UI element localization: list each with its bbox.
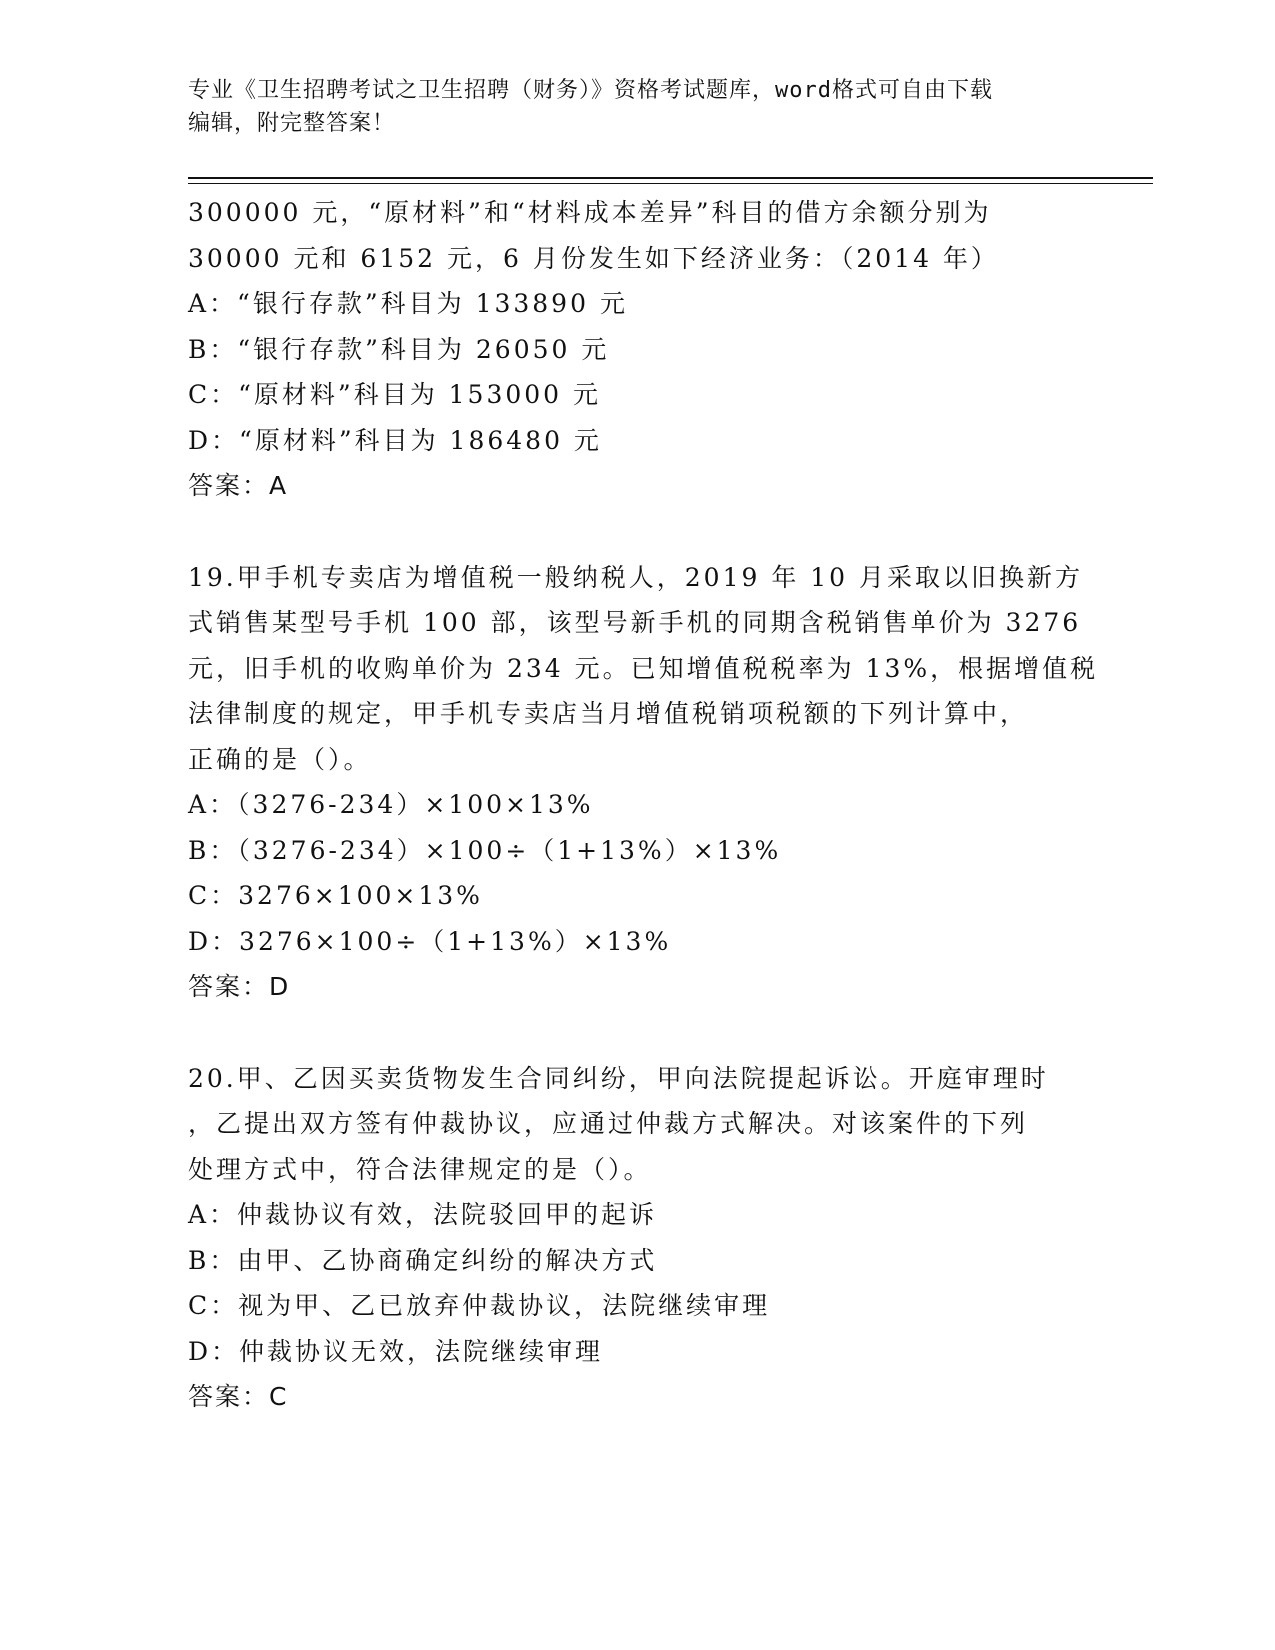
answer-line: 答案：A	[188, 471, 289, 500]
option-b: B：由甲、乙协商确定纠纷的解决方式	[188, 1245, 658, 1275]
option-b: B：（3276-234）×100÷（1+13%）×13%	[188, 835, 782, 865]
question-stem-line: 300000 元，“原材料”和“材料成本差异”科目的借方余额分别为	[188, 198, 992, 227]
question-stem-line: 法律制度的规定，甲手机专卖店当月增值税销项税额的下列计算中，	[188, 699, 1029, 728]
question-stem-line: ，乙提出双方签有仲裁协议，应通过仲裁方式解决。对该案件的下列	[188, 1109, 1029, 1138]
option-c: C：“原材料”科目为 153000 元	[188, 380, 602, 409]
option-b: B：“银行存款”科目为 26050 元	[188, 334, 610, 364]
spacer	[188, 1010, 1138, 1056]
answer-line: 答案：D	[188, 972, 291, 1001]
option-c: C：视为甲、乙已放弃仲裁协议，法院继续审理	[188, 1291, 771, 1320]
spacer	[188, 509, 1138, 555]
question-stem-line: 处理方式中，符合法律规定的是（）。	[188, 1154, 652, 1184]
question-stem-line: 式销售某型号手机 100 部，该型号新手机的同期含税销售单价为 3276	[188, 608, 1082, 637]
option-d: D：“原材料”科目为 186480 元	[188, 425, 602, 455]
question-stem-line: 元，旧手机的收购单价为 234 元。已知增值税税率为 13%，根据增值税	[188, 653, 1099, 683]
header-line-1: 专业《卫生招聘考试之卫生招聘（财务）》资格考试题库，word格式可自由下载	[188, 78, 993, 103]
header-rule-thick	[188, 177, 1153, 179]
question-content	[188, 190, 1138, 1420]
question-18	[188, 190, 1138, 509]
option-c: C：3276×100×13%	[188, 881, 483, 910]
header-line-2: 编辑，附完整答案！	[188, 111, 396, 136]
option-d: D：3276×100÷（1+13%）×13%	[188, 926, 672, 956]
header-rule-thin	[188, 183, 1153, 184]
option-a: A：“银行存款”科目为 133890 元	[188, 289, 628, 318]
question-stem-line: 19.甲手机专卖店为增值税一般纳税人，2019 年 10 月采取以旧换新方	[188, 562, 1084, 592]
question-stem-line: 正确的是（）。	[188, 744, 372, 774]
question-stem-line: 20.甲、乙因买卖货物发生合同纠纷，甲向法院提起诉讼。开庭审理时	[188, 1063, 1049, 1093]
question-19	[188, 555, 1138, 1010]
question-20	[188, 1056, 1138, 1420]
option-a: A：仲裁协议有效，法院驳回甲的起诉	[188, 1200, 658, 1229]
document-header	[188, 74, 1088, 140]
question-stem-line: 30000 元和 6152 元，6 月份发生如下经济业务：（2014 年）	[188, 243, 999, 273]
option-a: A：（3276-234）×100×13%	[188, 790, 594, 819]
option-d: D：仲裁协议无效，法院继续审理	[188, 1336, 604, 1366]
answer-line: 答案：C	[188, 1382, 289, 1411]
